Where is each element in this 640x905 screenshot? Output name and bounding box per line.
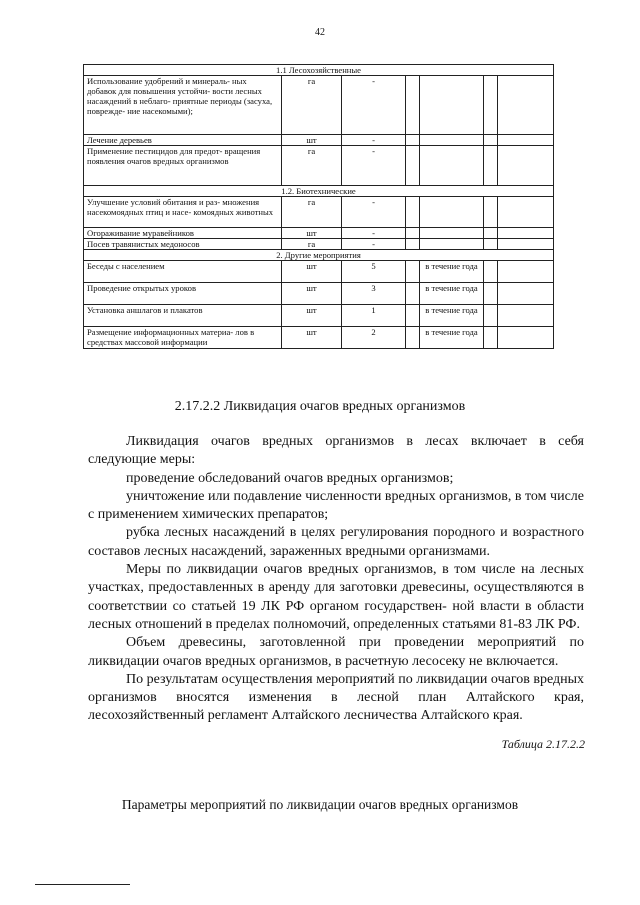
term-cell: в течение года	[420, 327, 484, 349]
quantity-cell: -	[342, 76, 406, 135]
unit-cell: шт	[282, 261, 342, 283]
list-item: рубка лесных насаждений в целях регулирования породного и возрастного составов лесных насаждений, зараженных вредными организмами.	[88, 525, 584, 559]
term-cell: в течение года	[420, 283, 484, 305]
unit-cell: га	[282, 76, 342, 135]
quantity-cell: 1	[342, 305, 406, 327]
section-title: 2. Другие мероприятия	[84, 250, 554, 261]
term-cell	[420, 76, 484, 135]
table-row	[84, 146, 554, 186]
term-cell	[420, 197, 484, 228]
table-row	[84, 197, 554, 228]
measure-name: Посев травянистых медоносов	[84, 239, 282, 250]
section-title: 1.2. Биотехнические	[84, 186, 554, 197]
table-row	[84, 135, 554, 146]
measure-name: Установка аншлагов и плакатов	[84, 305, 282, 327]
table-row	[84, 327, 554, 349]
quantity-cell: 5	[342, 261, 406, 283]
quantity-cell: 2	[342, 327, 406, 349]
quantity-cell: -	[342, 228, 406, 239]
unit-cell: га	[282, 239, 342, 250]
measure-name: Огораживание муравейников	[84, 228, 282, 239]
unit-cell: шт	[282, 283, 342, 305]
unit-cell: шт	[282, 228, 342, 239]
measure-name: Лечение деревьев	[84, 135, 282, 146]
table-row	[84, 305, 554, 327]
measures-table	[83, 64, 554, 349]
table-row	[84, 261, 554, 283]
list-item: уничтожение или подавление численности вредных организмов, в том числе с применением химических препаратов;	[88, 488, 584, 523]
page-number: 42	[315, 27, 325, 38]
unit-cell: шт	[282, 305, 342, 327]
section-row	[84, 186, 554, 197]
table-row	[84, 228, 554, 239]
term-cell	[420, 239, 484, 250]
list-item: проведение обследований очагов вредных организмов;	[126, 470, 454, 486]
footnote-separator	[35, 884, 130, 885]
quantity-cell: -	[342, 146, 406, 186]
measure-name: Применение пестицидов для предот- вращения появления очагов вредных организмов	[84, 146, 282, 186]
unit-cell: шт	[282, 327, 342, 349]
unit-cell: га	[282, 146, 342, 186]
table-row	[84, 283, 554, 305]
paragraph: Меры по ликвидации очагов вредных организмов, в том числе на лесных участках, предоставленных в аренду для заготовки древесины, осуществляются в соответствии со статьей 19 ЛК РФ органом государствен- ной власти в области лесных отношений в пределах полномочий, определенных статьями 81-83 ЛК РФ.	[88, 562, 584, 632]
measure-name: Использование удобрений и минераль- ных добавок для повышения устойчи- вости лесных насаждений в неблаго- приятные периоды (засуха, поврежде- ние насекомыми);	[84, 76, 282, 135]
quantity-cell: 3	[342, 283, 406, 305]
term-cell: в течение года	[420, 261, 484, 283]
term-cell	[420, 146, 484, 186]
measure-name: Размещение информационных материа- лов в средствах массовой информации	[84, 327, 282, 349]
unit-cell: га	[282, 197, 342, 228]
table-caption: Таблица 2.17.2.2	[501, 737, 585, 751]
table-title: Параметры мероприятий по ликвидации очагов вредных организмов	[121, 797, 519, 812]
paragraph: По результатам осуществления мероприятий по ликвидации очагов вредных организмов вносятся изменения в лесной план Алтайского края, лесохозяйственный регламент Алтайского лесничества Алтайского края.	[88, 671, 584, 724]
paragraph: Ликвидация очагов вредных организмов в лесах включает в себя следующие меры:	[88, 434, 584, 468]
quantity-cell: -	[342, 239, 406, 250]
unit-cell: шт	[282, 135, 342, 146]
term-cell: в течение года	[420, 305, 484, 327]
quantity-cell: -	[342, 135, 406, 146]
section-heading: 2.17.2.2 Ликвидация очагов вредных организмов	[174, 399, 466, 414]
measure-name: Беседы с населением	[84, 261, 282, 283]
quantity-cell: -	[342, 197, 406, 228]
measure-name: Проведение открытых уроков	[84, 283, 282, 305]
table-row	[84, 76, 554, 135]
term-cell	[420, 228, 484, 239]
section-row	[84, 65, 554, 76]
term-cell	[420, 135, 484, 146]
table-row	[84, 239, 554, 250]
measure-name: Улучшение условий обитания и раз- множения насекомоядных птиц и насе- комоядных животных	[84, 197, 282, 228]
paragraph: Объем древесины, заготовленной при проведении мероприятий по ликвидации очагов вредных организмов, в расчетную лесосеку не включается.	[88, 635, 584, 669]
body-text	[88, 433, 584, 726]
section-title: 1.1 Лесохозяйственные	[84, 65, 554, 76]
section-row	[84, 250, 554, 261]
